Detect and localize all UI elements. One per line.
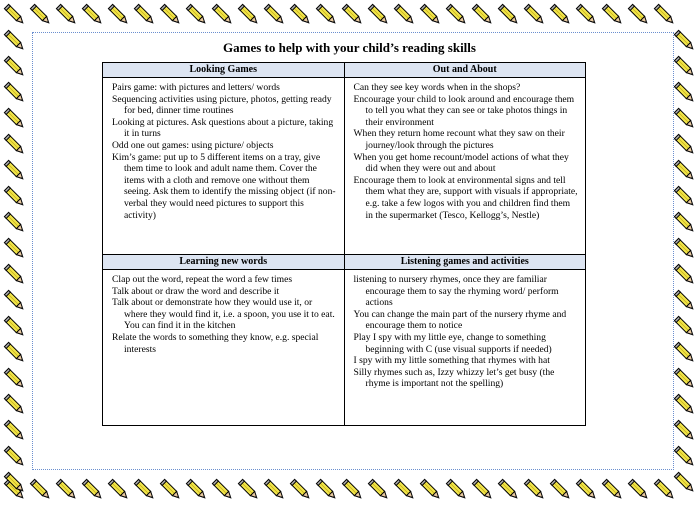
pencil-icon (158, 2, 184, 28)
pencil-icon (54, 2, 80, 28)
pencil-icon (626, 2, 652, 28)
pencil-icon (366, 477, 392, 503)
pencil-icon (288, 2, 314, 28)
pencil-icon (184, 477, 210, 503)
pencil-icon (496, 2, 522, 28)
pencil-icon (392, 477, 418, 503)
pencil-icon (158, 477, 184, 503)
pencil-icon (652, 2, 678, 28)
pencil-icon (2, 80, 28, 106)
list-item: Relate the words to something they know, e.g. special interests (112, 331, 319, 355)
pencil-icon (672, 288, 698, 314)
pencil-icon (106, 477, 132, 503)
pencil-icon (2, 2, 28, 28)
list-item: Can they see key words when in the shops? (353, 82, 521, 93)
pencil-icon (672, 366, 698, 392)
pencil-icon (444, 477, 470, 503)
pencil-icon (2, 106, 28, 132)
pencil-icon (574, 477, 600, 503)
pencil-icon (496, 477, 522, 503)
pencil-icon (54, 477, 80, 503)
pencil-icon (672, 80, 698, 106)
pencil-icon (28, 477, 54, 503)
pencil-icon (600, 477, 626, 503)
pencil-icon (672, 184, 698, 210)
pencil-icon (262, 477, 288, 503)
pencil-icon (2, 132, 28, 158)
pencil-icon (672, 314, 698, 340)
pencil-icon (210, 2, 236, 28)
pencil-icon (672, 470, 698, 496)
pencil-icon (418, 477, 444, 503)
pencil-icon (672, 392, 698, 418)
section-heading-learning-new-words: Learning new words (103, 255, 345, 270)
pencil-icon (2, 470, 28, 496)
pencil-icon (600, 2, 626, 28)
pencil-icon (340, 477, 366, 503)
pencil-icon (672, 418, 698, 444)
section-looking-games (103, 78, 345, 255)
pencil-icon (672, 54, 698, 80)
list-item: Talk about or draw the word and describe it (112, 285, 280, 297)
pencil-icon (314, 2, 340, 28)
section-learning-new-words (103, 270, 345, 426)
pencil-icon (392, 2, 418, 28)
pencil-icon (2, 288, 28, 314)
pencil-icon (418, 2, 444, 28)
pencil-icon (672, 106, 698, 132)
list-item: I spy with my little something that rhymes with hat (353, 355, 550, 367)
pencil-icon (80, 2, 106, 28)
pencil-icon (548, 2, 574, 28)
pencil-icon (672, 236, 698, 262)
pencil-icon (522, 477, 548, 503)
pencil-icon (2, 184, 28, 210)
pencil-icon (672, 340, 698, 366)
pencil-icon (132, 477, 158, 503)
pencil-icon (626, 477, 652, 503)
list-item: Encourage your child to look around and encourage them to tell you what they can see or take photos things in their environment (353, 93, 575, 128)
pencil-icon (236, 2, 262, 28)
pencil-icon (2, 366, 28, 392)
pencil-icon (672, 444, 698, 470)
pencil-icon (2, 210, 28, 236)
list-item: When you get home recount/model actions of what they did when they were out and about (353, 151, 569, 175)
list-item: You can change the main part of the nursery rhyme and encourage them to notice (353, 308, 567, 332)
list-item: Pairs game: with pictures and letters/ words (112, 82, 280, 93)
pencil-icon (314, 477, 340, 503)
pencil-icon (672, 262, 698, 288)
page-title: Games to help with your child’s reading skills (223, 40, 476, 55)
section-heading-listening-games: Listening games and activities (344, 255, 586, 270)
list-item: Sequencing activities using picture, photos, getting ready for bed, dinner time routines (112, 93, 332, 117)
activities-table (102, 62, 586, 426)
pencil-icon (672, 210, 698, 236)
list-item: Clap out the word, repeat the word a few times (112, 274, 293, 285)
pencil-icon (470, 477, 496, 503)
pencil-icon (288, 477, 314, 503)
list-item: listening to nursery rhymes, once they are familiar encourage them to say the rhyming word/ perform actions (353, 274, 559, 309)
pencil-icon (262, 2, 288, 28)
list-item: Kim’s game: put up to 5 different items on a tray, give them time to look and adult name them. Cover the items with a cloth and remove one without them seeing. Ask them to identify the missing object (if non-verbal they would need pictures to support this activity) (112, 151, 336, 221)
pencil-icon (236, 477, 262, 503)
pencil-icon (184, 2, 210, 28)
list-item: Odd one out games: using picture/ objects (112, 139, 274, 151)
pencil-icon (340, 2, 366, 28)
section-heading-looking-games: Looking Games (103, 63, 345, 78)
pencil-icon (574, 2, 600, 28)
pencil-icon (2, 314, 28, 340)
list-item: Silly rhymes such as, Izzy whizzy let’s get busy (the rhyme is important not the spelling) (353, 366, 555, 390)
list-item: Talk about or demonstrate how they would use it, or where they would find it, i.e. a spoon, you use it to eat. You can find it in the kitchen (112, 297, 335, 332)
pencil-icon (522, 2, 548, 28)
pencil-icon (132, 2, 158, 28)
pencil-icon (2, 262, 28, 288)
pencil-icon (2, 158, 28, 184)
pencil-icon (548, 477, 574, 503)
list-item: Looking at pictures. Ask questions about a picture, taking it in turns (112, 116, 334, 140)
pencil-icon (470, 2, 496, 28)
pencil-icon (28, 2, 54, 28)
section-heading-out-and-about: Out and About (344, 63, 586, 78)
section-listening-games (344, 270, 586, 426)
list-item: When they return home recount what they saw on their journey/look through the pictures (353, 128, 565, 151)
list-item: Play I spy with my little eye, change to something beginning with C (use visual supports if needed) (353, 331, 552, 355)
pencil-icon (106, 2, 132, 28)
pencil-icon (672, 132, 698, 158)
pencil-icon (444, 2, 470, 28)
pencil-icon (80, 477, 106, 503)
pencil-icon (672, 158, 698, 184)
pencil-icon (2, 392, 28, 418)
pencil-icon (2, 444, 28, 470)
section-out-and-about (344, 78, 586, 255)
pencil-icon (366, 2, 392, 28)
pencil-icon (2, 54, 28, 80)
pencil-icon (210, 477, 236, 503)
pencil-icon (2, 236, 28, 262)
pencil-icon (2, 418, 28, 444)
pencil-icon (2, 340, 28, 366)
list-item: Encourage them to look at environmental signs and tell them what they are, support with visuals if appropriate, e.g. take a few logos with you and children find them in the supermarket (Tesco, Kellogg’s, Nestle) (353, 174, 578, 221)
